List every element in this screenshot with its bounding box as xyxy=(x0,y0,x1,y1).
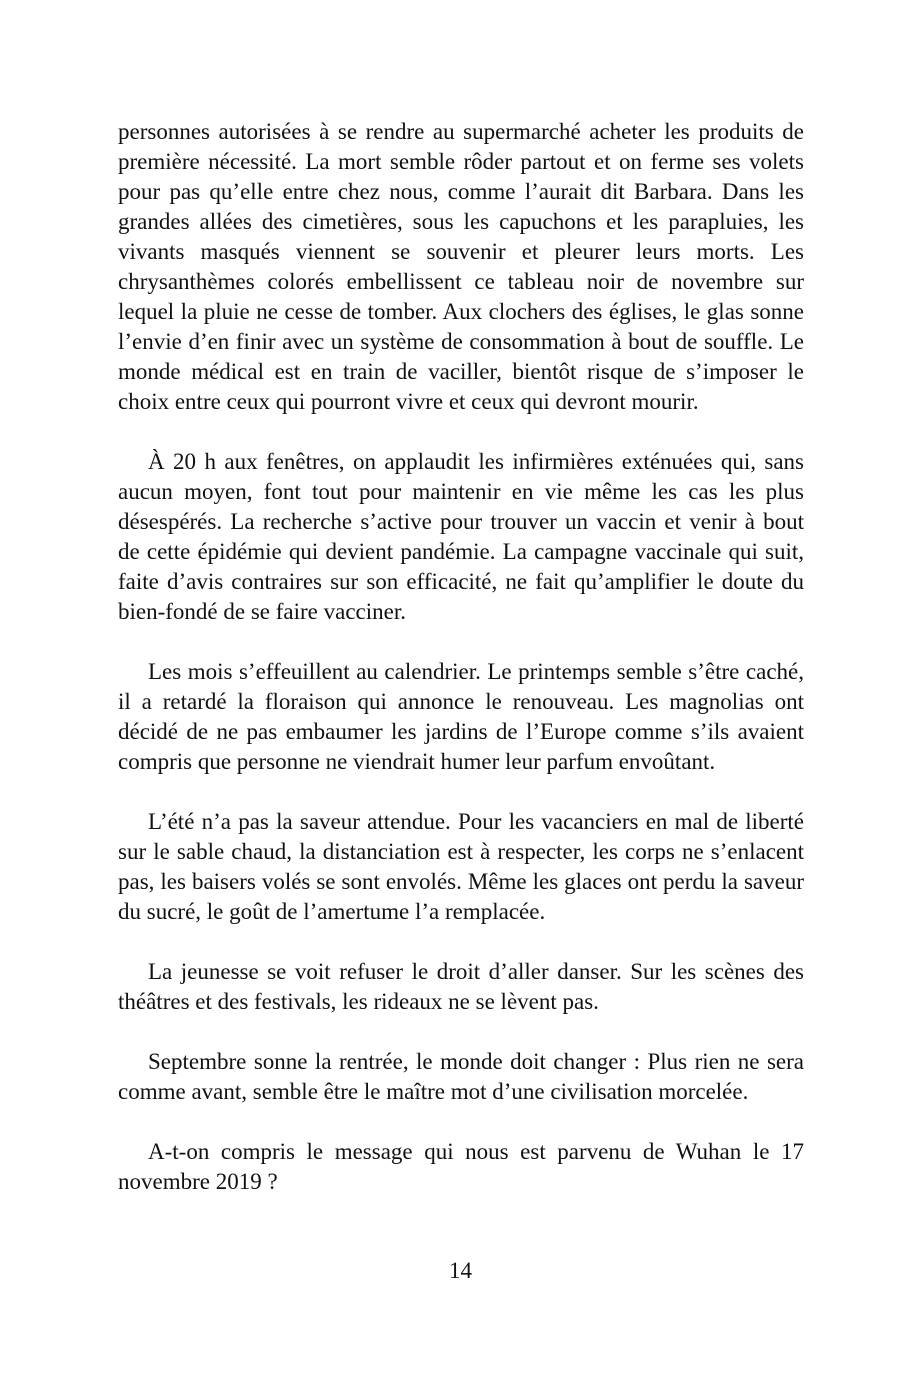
paragraph-2: À 20 h aux fenêtres, on applaudit les infirmières exténuées qui, sans aucun moyen, font tout pour maintenir en vie même les cas les plus désespérés. La recherche s’active pour trouver un vaccin et venir à bout de cette épidémie qui devient pandémie. La campagne vaccinale qui suit, faite d’avis contraires sur son efficacité, ne fait qu’amplifier le doute du bien-fondé de se faire vacciner. xyxy=(118,449,804,624)
paragraph-3: Les mois s’effeuillent au calendrier. Le printemps semble s’être caché, il a retardé la floraison qui annonce le renouveau. Les magnolias ont décidé de ne pas embaumer les jardins de l’Europe comme s’ils avaient compris que personne ne viendrait humer leur parfum envoûtant. xyxy=(118,659,804,774)
page-number: 14 xyxy=(449,1258,472,1283)
page-body xyxy=(118,117,804,1227)
paragraph-1: personnes autorisées à se rendre au supermarché acheter les produits de première nécessité. La mort semble rôder partout et on ferme ses volets pour pas qu’elle entre chez nous, comme l’aurait dit Barbara. Dans les grandes allées des cimetières, sous les capuchons et les parapluies, les vivants masqués viennent se souvenir et pleurer leurs morts. Les chrysanthèmes colorés embellissent ce tableau noir de novembre sur lequel la pluie ne cesse de tomber. Aux clochers des églises, le glas sonne l’envie d’en finir avec un système de consommation à bout de souffle. Le monde médical est en train de vaciller, bientôt risque de s’imposer le choix entre ceux qui pourront vivre et ceux qui devront mourir. xyxy=(118,119,804,414)
paragraph-7: A-t-on compris le message qui nous est parvenu de Wuhan le 17 novembre 2019 ? xyxy=(118,1139,804,1194)
paragraph-4: L’été n’a pas la saveur attendue. Pour les vacanciers en mal de liberté sur le sable chaud, la distanciation est à respecter, les corps ne s’enlacent pas, les baisers volés se sont envolés. Même les glaces ont perdu la saveur du sucré, le goût de l’amertume l’a remplacée. xyxy=(118,809,804,924)
paragraph-5: La jeunesse se voit refuser le droit d’aller danser. Sur les scènes des théâtres et des festivals, les rideaux ne se lèvent pas. xyxy=(118,959,804,1014)
paragraph-6: Septembre sonne la rentrée, le monde doit changer : Plus rien ne sera comme avant, semble être le maître mot d’une civilisation morcelée. xyxy=(118,1049,804,1104)
